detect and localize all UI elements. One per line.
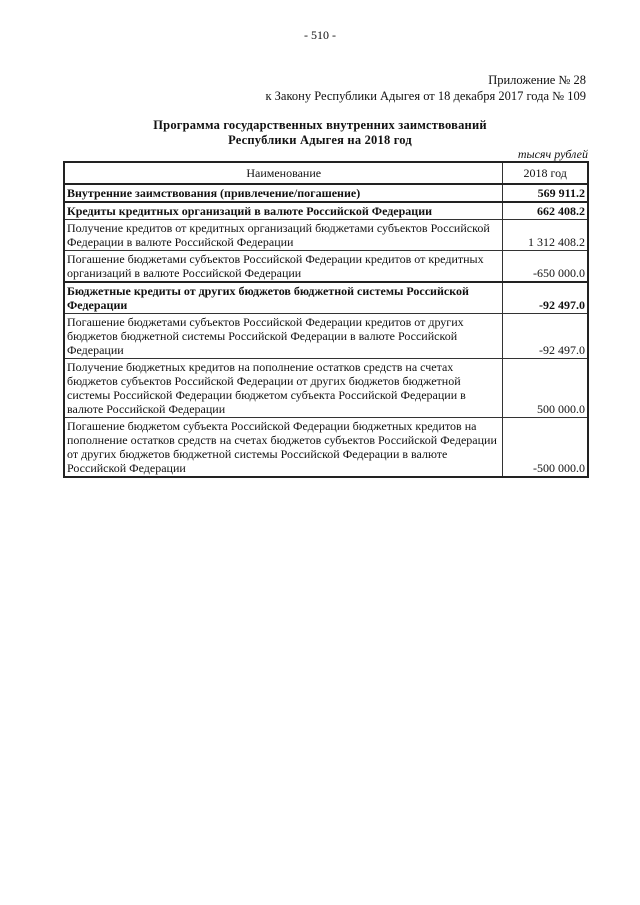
- row-name: Получение бюджетных кредитов на пополнение остатков средств на счетах бюджетов субъектов Российской Федерации от других бюджетов бюджетной системы Российской Федерации бюджетом субъекта Российской Федерации в валюте Российской Федерации: [64, 359, 503, 418]
- annex-law-reference: к Закону Республики Адыгея от 18 декабря 2017 года № 109: [265, 89, 586, 103]
- table-row: [64, 220, 588, 251]
- borrowing-program-table: [63, 161, 589, 478]
- row-value: -92 497.0: [503, 314, 588, 359]
- annex-number: Приложение № 28: [488, 73, 586, 87]
- row-name: Погашение бюджетами субъектов Российской Федерации кредитов от кредитных организаций в валюте Российской Федерации: [64, 251, 503, 283]
- row-value: 569 911.2: [503, 184, 588, 202]
- table-row: [64, 282, 588, 314]
- row-value: -650 000.0: [503, 251, 588, 283]
- row-value: -500 000.0: [503, 418, 588, 478]
- header-name: Наименование: [64, 162, 503, 184]
- document-title: [0, 118, 640, 148]
- table-row: [64, 251, 588, 283]
- title-line-1: Программа государственных внутренних заимствований: [153, 118, 487, 132]
- row-name: Погашение бюджетами субъектов Российской Федерации кредитов от других бюджетов бюджетной системы Российской Федерации в валюте Российской Федерации: [64, 314, 503, 359]
- row-value: -92 497.0: [503, 282, 588, 314]
- title-line-2: Республики Адыгея на 2018 год: [228, 133, 412, 147]
- annex-reference: [265, 72, 586, 104]
- row-value: 662 408.2: [503, 202, 588, 220]
- row-name: Кредиты кредитных организаций в валюте Российской Федерации: [64, 202, 503, 220]
- row-name: Получение кредитов от кредитных организаций бюджетами субъектов Российской Федерации в валюте Российской Федерации: [64, 220, 503, 251]
- table-row: [64, 202, 588, 220]
- page-number: - 510 -: [304, 28, 336, 42]
- table-row: [64, 184, 588, 202]
- row-value: 1 312 408.2: [503, 220, 588, 251]
- row-name: Бюджетные кредиты от других бюджетов бюджетной системы Российской Федерации: [64, 282, 503, 314]
- table-header-row: [64, 162, 588, 184]
- table-row: [64, 359, 588, 418]
- row-name: Внутренние заимствования (привлечение/погашение): [64, 184, 503, 202]
- units-label: тысяч рублей: [517, 147, 588, 161]
- row-value: 500 000.0: [503, 359, 588, 418]
- table-row: [64, 418, 588, 478]
- row-name: Погашение бюджетом субъекта Российской Федерации бюджетных кредитов на пополнение остатков средств на счетах бюджетов субъектов Российской Федерации от других бюджетов бюджетной системы Российской Федерации в валюте Российской Федерации: [64, 418, 503, 478]
- header-year: 2018 год: [503, 162, 588, 184]
- table-row: [64, 314, 588, 359]
